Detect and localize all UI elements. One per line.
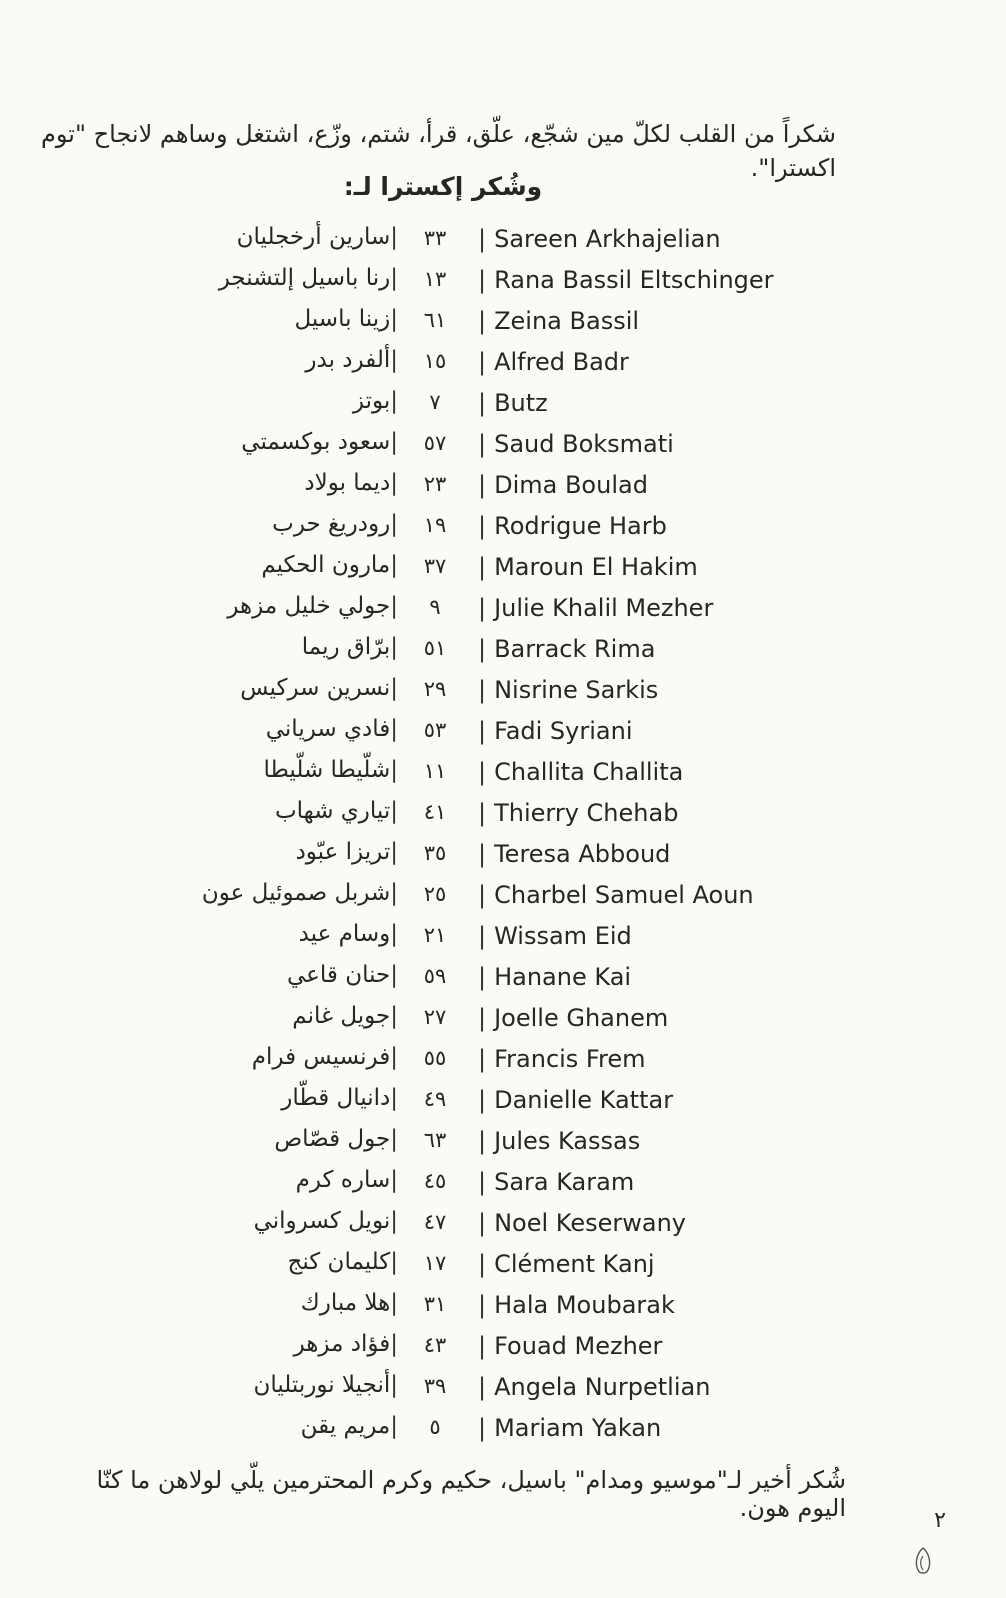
page-reference: ١٧ bbox=[423, 1251, 447, 1275]
separator: | bbox=[478, 881, 487, 909]
arabic-name-text: تياري شهاب bbox=[274, 798, 391, 824]
list-item bbox=[0, 1329, 1006, 1370]
latin-name-text: Joelle Ghanem bbox=[494, 1004, 669, 1032]
separator: | bbox=[390, 306, 398, 332]
arabic-name bbox=[301, 1290, 406, 1316]
arabic-name-text: مارون الحكيم bbox=[261, 552, 391, 578]
latin-name-text: Julie Khalil Mezher bbox=[494, 594, 714, 622]
arabic-name-text: زينا باسيل bbox=[294, 306, 391, 332]
arabic-name bbox=[294, 306, 406, 332]
latin-name-text: Barrack Rima bbox=[494, 635, 656, 663]
list-item bbox=[0, 1001, 1006, 1042]
latin-name bbox=[478, 594, 713, 622]
closing-text: شُكر أخير لـ"موسيو ومدام" باسيل، حكيم وكرم المحترمين يلّي لولاهن ما كنّا اليوم هون. bbox=[96, 1466, 846, 1522]
latin-name-text: Jules Kassas bbox=[494, 1127, 641, 1155]
list-item bbox=[0, 263, 1006, 304]
arabic-name-text: نسرين سركيس bbox=[240, 675, 391, 701]
arabic-name-text: فرنسيس فرام bbox=[251, 1044, 391, 1070]
separator: | bbox=[390, 880, 398, 906]
arabic-name bbox=[227, 593, 406, 619]
latin-name bbox=[478, 471, 648, 499]
arabic-name bbox=[237, 224, 406, 250]
arabic-name-text: سعود بوكسمتي bbox=[241, 429, 391, 455]
list-item bbox=[0, 1288, 1006, 1329]
arabic-name-text: نويل كسرواني bbox=[253, 1208, 391, 1234]
list-item bbox=[0, 1247, 1006, 1288]
latin-name-text: Danielle Kattar bbox=[494, 1086, 674, 1114]
page-reference: ١٥ bbox=[423, 349, 447, 373]
latin-name bbox=[478, 307, 639, 335]
separator: | bbox=[478, 1004, 487, 1032]
arabic-name-text: رنا باسيل إلتشنجر bbox=[218, 265, 391, 291]
separator: | bbox=[478, 840, 487, 868]
arabic-name-text: حنان قاعي bbox=[286, 962, 391, 988]
arabic-name bbox=[292, 1003, 406, 1029]
page-reference: ٥١ bbox=[423, 636, 447, 660]
list-item bbox=[0, 1165, 1006, 1206]
latin-name bbox=[478, 676, 658, 704]
list-item bbox=[0, 427, 1006, 468]
latin-name bbox=[478, 799, 678, 827]
separator: | bbox=[390, 1003, 398, 1029]
arabic-name-text: رودريغ حرب bbox=[272, 511, 391, 537]
separator: | bbox=[478, 348, 487, 376]
page-reference: ٢٧ bbox=[423, 1005, 447, 1029]
arabic-name bbox=[254, 1208, 406, 1234]
separator: | bbox=[478, 389, 487, 417]
latin-name-text: Charbel Samuel Aoun bbox=[494, 881, 754, 909]
arabic-name-text: كليمان كنج bbox=[287, 1249, 391, 1275]
arabic-name-text: دانيال قطّار bbox=[281, 1085, 391, 1111]
arabic-name-text: ساره كرم bbox=[295, 1167, 391, 1193]
separator: | bbox=[478, 1414, 487, 1442]
separator: | bbox=[390, 470, 398, 496]
arabic-name bbox=[266, 716, 406, 742]
arabic-name bbox=[304, 470, 406, 496]
latin-name-text: Sareen Arkhajelian bbox=[494, 225, 721, 253]
separator: | bbox=[390, 839, 398, 865]
arabic-name-text: هلا مبارك bbox=[300, 1290, 391, 1316]
page-reference: ٢١ bbox=[423, 923, 447, 947]
separator: | bbox=[478, 1373, 487, 1401]
arabic-name-text: أنجيلا نوربتليان bbox=[253, 1372, 391, 1398]
arabic-name-text: فادي سرياني bbox=[265, 716, 391, 742]
latin-name bbox=[478, 266, 774, 294]
latin-name bbox=[478, 881, 754, 909]
latin-name-text: Challita Challita bbox=[494, 758, 684, 786]
separator: | bbox=[390, 1044, 398, 1070]
separator: | bbox=[478, 1332, 487, 1360]
arabic-name-text: سارين أرخجليان bbox=[236, 224, 391, 250]
latin-name bbox=[478, 348, 629, 376]
page-reference: ٤٥ bbox=[423, 1169, 447, 1193]
arabic-name-text: بوتز bbox=[352, 388, 391, 414]
arabic-name-text: ديما بولاد bbox=[304, 470, 391, 496]
page-reference: ٢٩ bbox=[423, 677, 447, 701]
separator: | bbox=[390, 1413, 398, 1439]
list-item bbox=[0, 1411, 1006, 1452]
separator: | bbox=[390, 1208, 398, 1234]
arabic-name-text: شلّيطا شلّيطا bbox=[263, 757, 391, 783]
separator: | bbox=[478, 307, 487, 335]
separator: | bbox=[478, 1086, 487, 1114]
separator: | bbox=[390, 347, 398, 373]
latin-name bbox=[478, 1045, 645, 1073]
page-reference: ١٣ bbox=[423, 267, 447, 291]
list-item bbox=[0, 386, 1006, 427]
latin-name-text: Francis Frem bbox=[494, 1045, 646, 1073]
latin-name bbox=[478, 1291, 675, 1319]
list-item bbox=[0, 1083, 1006, 1124]
latin-name-text: Zeina Bassil bbox=[494, 307, 640, 335]
arabic-name-text: مريم يقن bbox=[300, 1413, 391, 1439]
separator: | bbox=[390, 429, 398, 455]
separator: | bbox=[478, 1250, 487, 1278]
latin-name bbox=[478, 1209, 686, 1237]
latin-name bbox=[478, 1127, 640, 1155]
arabic-name bbox=[264, 757, 406, 783]
latin-name-text: Clément Kanj bbox=[494, 1250, 655, 1278]
separator: | bbox=[390, 962, 398, 988]
separator: | bbox=[390, 1126, 398, 1152]
arabic-name bbox=[261, 552, 406, 578]
arabic-name bbox=[240, 675, 406, 701]
separator: | bbox=[390, 224, 398, 250]
latin-name bbox=[478, 553, 698, 581]
page-reference: ٣٧ bbox=[423, 554, 447, 578]
latin-name-text: Teresa Abboud bbox=[494, 840, 671, 868]
arabic-name-text: برّاق ريما bbox=[301, 634, 391, 660]
list-item bbox=[0, 1370, 1006, 1411]
page-reference: ٤٧ bbox=[423, 1210, 447, 1234]
latin-name-text: Thierry Chehab bbox=[494, 799, 679, 827]
latin-name bbox=[478, 922, 632, 950]
arabic-name bbox=[302, 634, 406, 660]
separator: | bbox=[478, 594, 487, 622]
page-reference: ٣٩ bbox=[423, 1374, 447, 1398]
arabic-name-text: جول قصّاص bbox=[274, 1126, 391, 1152]
latin-name-text: Saud Boksmati bbox=[494, 430, 674, 458]
latin-name bbox=[478, 389, 548, 417]
separator: | bbox=[390, 1331, 398, 1357]
separator: | bbox=[478, 1209, 487, 1237]
separator: | bbox=[478, 266, 487, 294]
arabic-name-text: جويل غانم bbox=[292, 1003, 391, 1029]
arabic-name bbox=[252, 1044, 406, 1070]
arabic-name bbox=[353, 388, 406, 414]
separator: | bbox=[478, 1127, 487, 1155]
page-reference: ٢٣ bbox=[423, 472, 447, 496]
list-item bbox=[0, 304, 1006, 345]
latin-name bbox=[478, 963, 631, 991]
latin-name-text: Sara Karam bbox=[494, 1168, 635, 1196]
page-reference: ٥٩ bbox=[423, 964, 447, 988]
separator: | bbox=[390, 675, 398, 701]
arabic-name bbox=[253, 1372, 406, 1398]
arabic-name bbox=[241, 429, 406, 455]
page-number: ٢ bbox=[934, 1508, 946, 1533]
page-reference: ٣٣ bbox=[423, 226, 447, 250]
separator: | bbox=[390, 1167, 398, 1193]
page-reference: ٥٥ bbox=[423, 1046, 447, 1070]
list-item bbox=[0, 550, 1006, 591]
latin-name-text: Rana Bassil Eltschinger bbox=[494, 266, 774, 294]
list-item bbox=[0, 632, 1006, 673]
separator: | bbox=[390, 798, 398, 824]
arabic-name-text: فؤاد مزهر bbox=[293, 1331, 391, 1357]
arabic-name bbox=[272, 511, 406, 537]
list-item bbox=[0, 468, 1006, 509]
list-item bbox=[0, 919, 1006, 960]
list-item bbox=[0, 796, 1006, 837]
latin-name-text: Fouad Mezher bbox=[494, 1332, 663, 1360]
separator: | bbox=[478, 1291, 487, 1319]
page-reference: ٩ bbox=[429, 595, 441, 619]
latin-name bbox=[478, 717, 633, 745]
separator: | bbox=[478, 225, 487, 253]
arabic-name-text: جولي خليل مزهر bbox=[227, 593, 391, 619]
names-list bbox=[0, 222, 1006, 1452]
intro-text: شكراً من القلب لكلّ مين شجّع، علّق، قرأ، شتم، وزّع، اشتغل وساهم لانجاح "توم اكسترا". bbox=[41, 120, 836, 182]
arabic-name bbox=[287, 962, 406, 988]
arabic-name-text: تريزا عبّود bbox=[295, 839, 391, 865]
separator: | bbox=[478, 963, 487, 991]
arabic-name bbox=[301, 1413, 406, 1439]
separator: | bbox=[478, 758, 487, 786]
list-item bbox=[0, 1206, 1006, 1247]
page-reference: ٦٣ bbox=[423, 1128, 447, 1152]
separator: | bbox=[390, 921, 398, 947]
separator: | bbox=[390, 1085, 398, 1111]
separator: | bbox=[478, 799, 487, 827]
list-item bbox=[0, 1124, 1006, 1165]
latin-name bbox=[478, 512, 667, 540]
arabic-name bbox=[281, 1085, 406, 1111]
separator: | bbox=[478, 635, 487, 663]
page-reference: ٥٧ bbox=[423, 431, 447, 455]
list-item bbox=[0, 345, 1006, 386]
latin-name bbox=[478, 635, 655, 663]
page-reference: ٦١ bbox=[423, 308, 447, 332]
page-reference: ١٩ bbox=[423, 513, 447, 537]
separator: | bbox=[478, 1045, 487, 1073]
latin-name bbox=[478, 1373, 710, 1401]
page-reference: ٧ bbox=[429, 390, 441, 414]
latin-name-text: Angela Nurpetlian bbox=[494, 1373, 711, 1401]
separator: | bbox=[390, 757, 398, 783]
latin-name bbox=[478, 1250, 655, 1278]
arabic-name-text: ألفرد بدر bbox=[305, 347, 391, 373]
separator: | bbox=[390, 1372, 398, 1398]
arabic-name bbox=[202, 880, 406, 906]
page-reference: ٥٣ bbox=[423, 718, 447, 742]
page-reference: ٣١ bbox=[423, 1292, 447, 1316]
arabic-name-text: شربل صموئيل عون bbox=[201, 880, 391, 906]
latin-name-text: Hanane Kai bbox=[494, 963, 632, 991]
latin-name-text: Noel Keserwany bbox=[494, 1209, 686, 1237]
list-item bbox=[0, 878, 1006, 919]
latin-name bbox=[478, 1004, 668, 1032]
arabic-name bbox=[296, 839, 406, 865]
separator: | bbox=[478, 553, 487, 581]
page-reference: ٥ bbox=[429, 1415, 441, 1439]
page-reference: ٣٥ bbox=[423, 841, 447, 865]
latin-name-text: Dima Boulad bbox=[494, 471, 648, 499]
arabic-name bbox=[294, 1331, 406, 1357]
separator: | bbox=[478, 717, 487, 745]
separator: | bbox=[390, 1290, 398, 1316]
arabic-name bbox=[299, 921, 406, 947]
latin-name bbox=[478, 225, 721, 253]
separator: | bbox=[478, 676, 487, 704]
latin-name bbox=[478, 1086, 673, 1114]
separator: | bbox=[390, 716, 398, 742]
list-item bbox=[0, 837, 1006, 878]
page-reference: ٤١ bbox=[423, 800, 447, 824]
list-item bbox=[0, 222, 1006, 263]
list-item bbox=[0, 509, 1006, 550]
separator: | bbox=[390, 593, 398, 619]
page-reference: ٤٣ bbox=[423, 1333, 447, 1357]
separator: | bbox=[478, 430, 487, 458]
arabic-name bbox=[296, 1167, 406, 1193]
latin-name-text: Hala Moubarak bbox=[494, 1291, 675, 1319]
page-reference: ٤٩ bbox=[423, 1087, 447, 1111]
list-item bbox=[0, 673, 1006, 714]
page-reference: ٢٥ bbox=[423, 882, 447, 906]
arabic-name bbox=[305, 347, 406, 373]
separator: | bbox=[478, 922, 487, 950]
latin-name-text: Butz bbox=[494, 389, 548, 417]
latin-name-text: Mariam Yakan bbox=[494, 1414, 662, 1442]
publisher-logo-icon bbox=[912, 1546, 934, 1576]
arabic-name bbox=[219, 265, 406, 291]
separator: | bbox=[390, 634, 398, 660]
arabic-name bbox=[288, 1249, 407, 1275]
list-item bbox=[0, 714, 1006, 755]
latin-name bbox=[478, 1414, 661, 1442]
latin-name-text: Alfred Badr bbox=[494, 348, 629, 376]
latin-name-text: Wissam Eid bbox=[494, 922, 632, 950]
list-item bbox=[0, 960, 1006, 1001]
latin-name-text: Maroun El Hakim bbox=[494, 553, 698, 581]
separator: | bbox=[390, 388, 398, 414]
latin-name bbox=[478, 1332, 662, 1360]
latin-name-text: Rodrigue Harb bbox=[494, 512, 667, 540]
list-item bbox=[0, 591, 1006, 632]
latin-name bbox=[478, 840, 670, 868]
list-item bbox=[0, 1042, 1006, 1083]
latin-name bbox=[478, 430, 674, 458]
page-reference: ١١ bbox=[423, 759, 447, 783]
separator: | bbox=[390, 552, 398, 578]
arabic-name-text: وسام عيد bbox=[298, 921, 391, 947]
separator: | bbox=[478, 1168, 487, 1196]
latin-name bbox=[478, 1168, 634, 1196]
separator: | bbox=[390, 1249, 398, 1275]
list-item bbox=[0, 755, 1006, 796]
separator: | bbox=[390, 511, 398, 537]
arabic-name bbox=[275, 798, 406, 824]
latin-name-text: Fadi Syriani bbox=[494, 717, 633, 745]
separator: | bbox=[390, 265, 398, 291]
separator: | bbox=[478, 471, 487, 499]
latin-name bbox=[478, 758, 683, 786]
arabic-name bbox=[274, 1126, 406, 1152]
extra-thanks-heading: وشُكر إكسترا لـ: bbox=[343, 172, 543, 201]
separator: | bbox=[478, 512, 487, 540]
latin-name-text: Nisrine Sarkis bbox=[494, 676, 659, 704]
